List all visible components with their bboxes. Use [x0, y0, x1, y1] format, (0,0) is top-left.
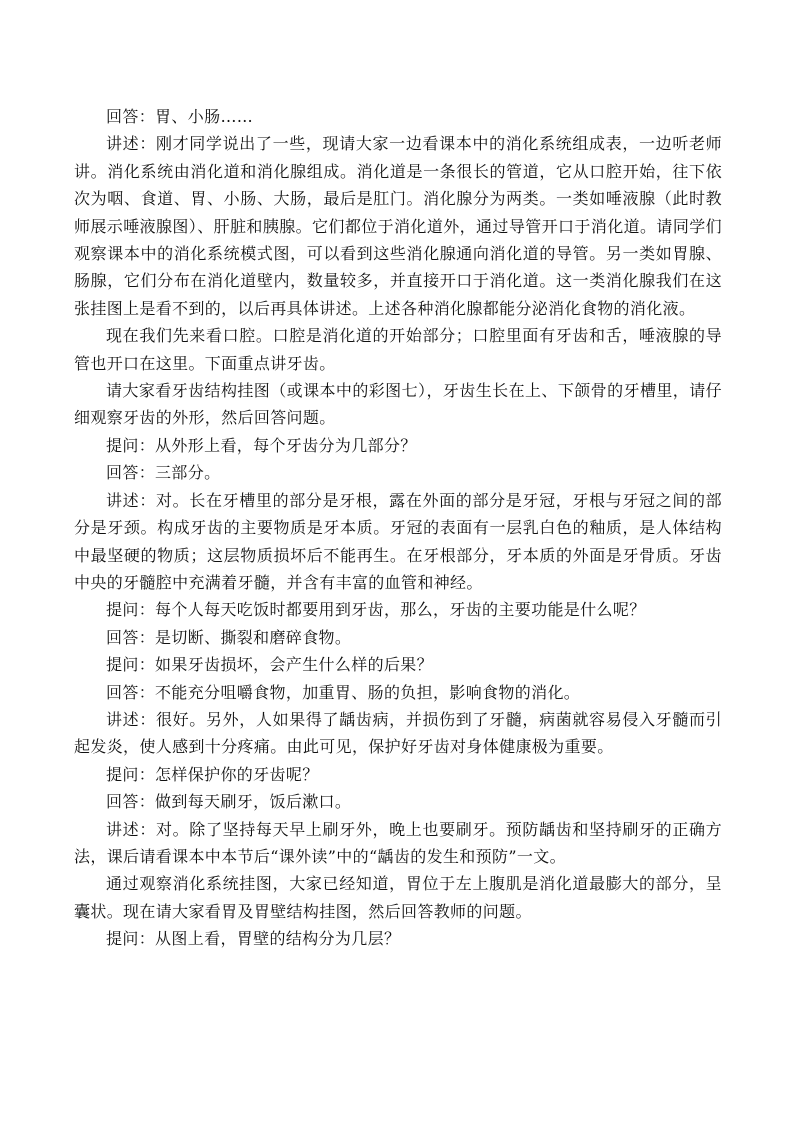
paragraph-question-tooth-function: 提问：每个人每天吃饭时都要用到牙齿，那么，牙齿的主要功能是什么呢？ — [106, 600, 646, 620]
paragraph-caries-explanation: 讲述：很好。另外，人如果得了龋齿病，并损伤到了牙髓，病菌就容易侵入牙髓而引起发炎，使人感到十分疼痛。由此可见，保护好牙齿对身体健康极为重要。 — [74, 709, 722, 757]
paragraph-brushing-explanation: 讲述：对。除了坚持每天早上刷牙外，晚上也要刷牙。预防龋齿和坚持刷牙的正确方法，课后请看课本中本节后“课外读”中的“龋齿的发生和预防”一文。 — [74, 819, 722, 866]
paragraph-question-protect-teeth: 提问：怎样保护你的牙齿呢？ — [106, 764, 319, 784]
paragraph-stomach-intro: 通过观察消化系统挂图，大家已经知道，胃位于左上腹肌是消化道最膨大的部分，呈囊状。现在请大家看胃及胃壁结构挂图，然后回答教师的问题。 — [74, 874, 722, 921]
paragraph-question-stomach-layers: 提问：从图上看，胃壁的结构分为几层？ — [106, 929, 401, 949]
paragraph-answer-brushing: 回答：做到每天刷牙，饭后漱口。 — [106, 792, 352, 812]
paragraph-digestive-system-explanation: 讲述：刚才同学说出了一些，现请大家一边看课本中的消化系统组成表，一边听老师讲。消化系统由消化道和消化腺组成。消化道是一条很长的管道，它从口腔开始，往下依次为咽、食道、胃、小肠、大肠，最后是肛门。消化腺分为两类。一类如唾液腺（此时教师展示唾液腺图）、肝脏和胰腺。它们都位于消化道外，通过导管开口于消化道。请同学们观察课本中的消化系统模式图，可以看到这些消化腺通向消化道的导管。另一类如胃腺、肠腺，它们分布在消化道壁内，数量较多，并直接开口于消化道。这一类消化腺我们在这张挂图上是看不到的，以后再具体讲述。上述各种消化腺都能分泌消化食物的消化液。 — [74, 134, 722, 318]
paragraph-question-tooth-damage: 提问：如果牙齿损坏，会产生什么样的后果？ — [106, 655, 434, 675]
paragraph-tooth-chart: 请大家看牙齿结构挂图（或课本中的彩图七），牙齿生长在上、下颌骨的牙槽里，请仔细观察牙齿的外形，然后回答问题。 — [74, 381, 722, 428]
paragraph-tooth-structure: 讲述：对。长在牙槽里的部分是牙根，露在外面的部分是牙冠，牙根与牙冠之间的部分是牙颈。构成牙齿的主要物质是牙本质。牙冠的表面有一层乳白色的釉质，是人体结构中最坚硬的物质；这层物质损坏后不能再生。在牙根部分，牙本质的外面是牙骨质。牙齿中央的牙髓腔中充满着牙髓，并含有丰富的血管和神经。 — [74, 490, 722, 592]
paragraph-answer-stomach-intestine: 回答：胃、小肠…… — [106, 107, 254, 126]
paragraph-answer-tooth-function: 回答：是切断、撕裂和磨碎食物。 — [106, 627, 352, 647]
paragraph-answer-tooth-damage: 回答：不能充分咀嚼食物，加重胃、肠的负担，影响食物的消化。 — [106, 682, 581, 702]
paragraph-oral-cavity: 现在我们先来看口腔。口腔是消化道的开始部分；口腔里面有牙齿和舌，唾液腺的导管也开口在这里。下面重点讲牙齿。 — [74, 326, 722, 373]
paragraph-question-tooth-parts: 提问：从外形上看，每个牙齿分为几部分？ — [106, 435, 417, 455]
paragraph-answer-three-parts: 回答：三部分。 — [106, 463, 221, 483]
document-page — [74, 103, 722, 953]
